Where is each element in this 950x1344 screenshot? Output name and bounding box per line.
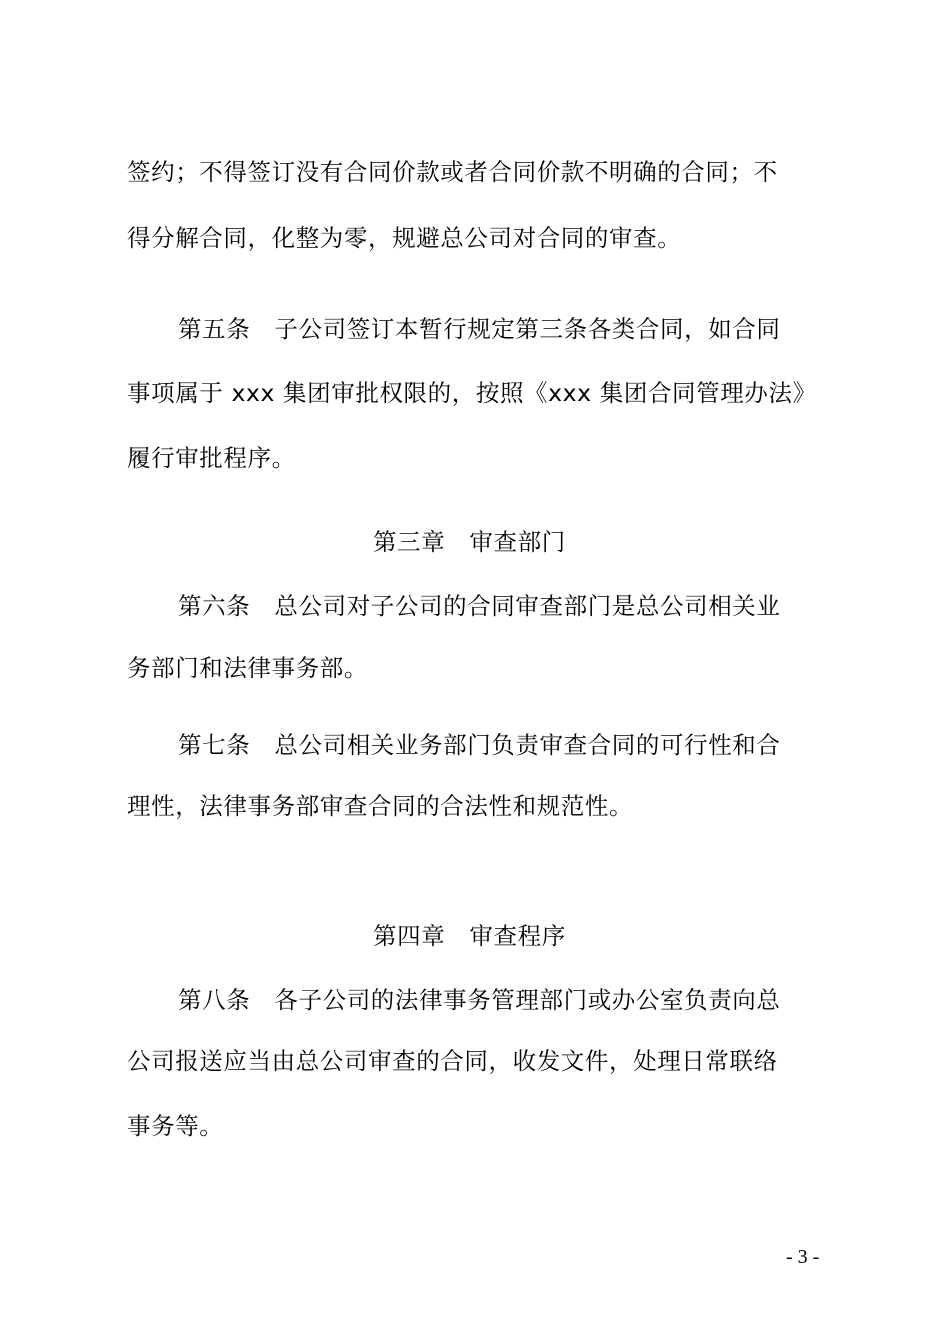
article-4-continuation-line-1: 签约；不得签订没有合同价款或者合同价款不明确的合同；不: [127, 158, 778, 186]
article-8-line-1: 第八条 各子公司的法律事务管理部门或办公室负责向总: [178, 986, 781, 1014]
article-4-continuation-line-2: 得分解合同，化整为零，规避总公司对合同的审查。: [127, 224, 682, 252]
article-7-line-2: 理性，法律事务部审查合同的合法性和规范性。: [127, 792, 634, 820]
page-number: - 3 -: [786, 1246, 820, 1268]
article-6-line-2: 务部门和法律事务部。: [127, 654, 368, 682]
article-8-line-3: 事务等。: [127, 1112, 224, 1140]
article-5-line-1: 第五条 子公司签订本暂行规定第三条各类合同，如合同: [178, 315, 781, 343]
chapter-4-heading: 第四章 审查程序: [373, 922, 566, 950]
article-5-line-3: 履行审批程序。: [127, 444, 296, 472]
article-5-line-2: 事项属于 xxx 集团审批权限的，按照《xxx 集团合同管理办法》: [127, 379, 817, 407]
article-8-line-2: 公司报送应当由总公司审查的合同，收发文件，处理日常联络: [127, 1047, 778, 1075]
chapter-3-heading: 第三章 审查部门: [373, 528, 566, 556]
article-6-line-1: 第六条 总公司对子公司的合同审查部门是总公司相关业: [178, 592, 781, 620]
article-7-line-1: 第七条 总公司相关业务部门负责审查合同的可行性和合: [178, 731, 781, 759]
